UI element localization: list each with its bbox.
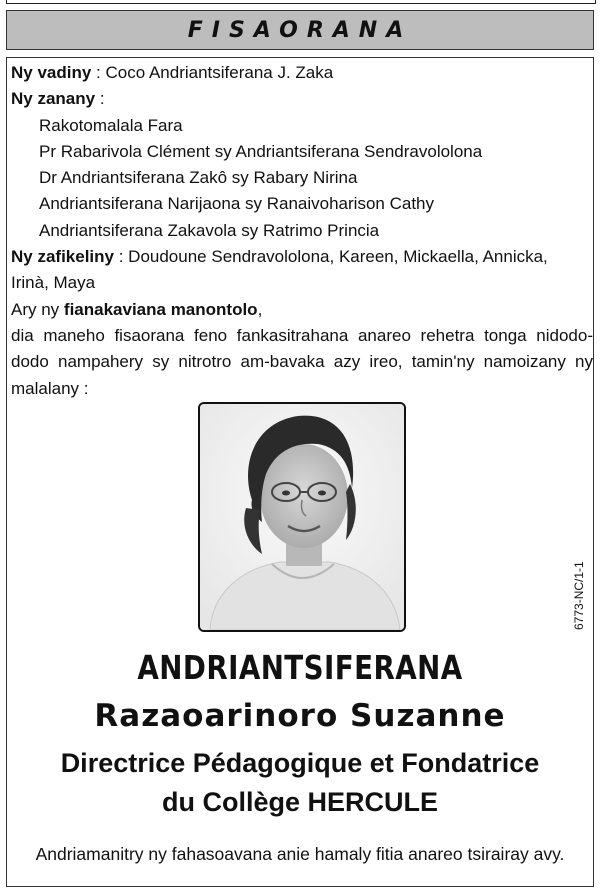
deceased-role-line-2: du Collège HERCULE	[161, 787, 438, 817]
zafikeliny-line	[11, 244, 593, 270]
portrait-photo	[198, 402, 406, 632]
zanany-item: Andriantsiferana Zakavola sy Ratrimo Princia	[39, 220, 380, 240]
deceased-surname: ANDRIANTSIFERANA	[137, 648, 463, 687]
deceased-given-names: Razaoarinoro Suzanne	[94, 698, 506, 734]
zanany-suffix: :	[95, 89, 105, 109]
zanany-label: Ny zanany	[11, 89, 96, 109]
zafikeliny-value: : Doudoune Sendravololona, Kareen, Mickaella, Annicka,	[114, 247, 548, 267]
zanany-item: Dr Andriantsiferana Zakô sy Rabary Nirina	[39, 168, 358, 188]
message-line-3: malalany :	[11, 378, 89, 398]
fianakaviana-prefix: Ary ny	[11, 299, 64, 319]
fianakaviana-line	[11, 297, 593, 323]
top-rule	[6, 0, 596, 4]
fianakaviana-suffix: ,	[257, 299, 263, 319]
deceased-role-line-1: Directrice Pédagogique et Fondatrice	[60, 748, 540, 778]
portrait-image	[200, 404, 404, 630]
zanany-line	[11, 86, 593, 112]
message-line-1: dia maneho fisaorana feno fankasitrahana anareo rehetra tonga nidodo-	[11, 325, 593, 345]
zanany-item: Pr Rabarivola Clément sy Andriantsiferana Sendravololona	[39, 141, 483, 161]
vadiny-label: Ny vadiny	[11, 63, 92, 82]
zafikeliny-label: Ny zafikeliny	[11, 247, 114, 267]
zanany-item: Andriantsiferana Narijaona sy Ranaivoharison Cathy	[39, 194, 434, 214]
zanany-item: Rakotomalala Fara	[39, 115, 183, 135]
fianakaviana-bold: fianakaviana manontolo	[63, 299, 258, 319]
closing-blessing: Andriamanitry ny fahasoavana anie hamaly fitia anareo tsirairay avy.	[35, 844, 565, 864]
header-title: FISAORANA	[187, 17, 413, 43]
reference-code: 6773-NC/1-1	[572, 561, 586, 630]
header-banner	[6, 10, 594, 50]
vadiny-line	[11, 60, 593, 86]
vadiny-value: : Coco Andriantsiferana J. Zaka	[91, 63, 334, 82]
family-list	[11, 60, 593, 402]
message-line-2: dodo nampahery sy nitrotro am-bavaka azy ireo, tamin'ny namoizany ny	[11, 352, 593, 372]
zafikeliny-line-2: Irinà, Maya	[11, 273, 96, 293]
